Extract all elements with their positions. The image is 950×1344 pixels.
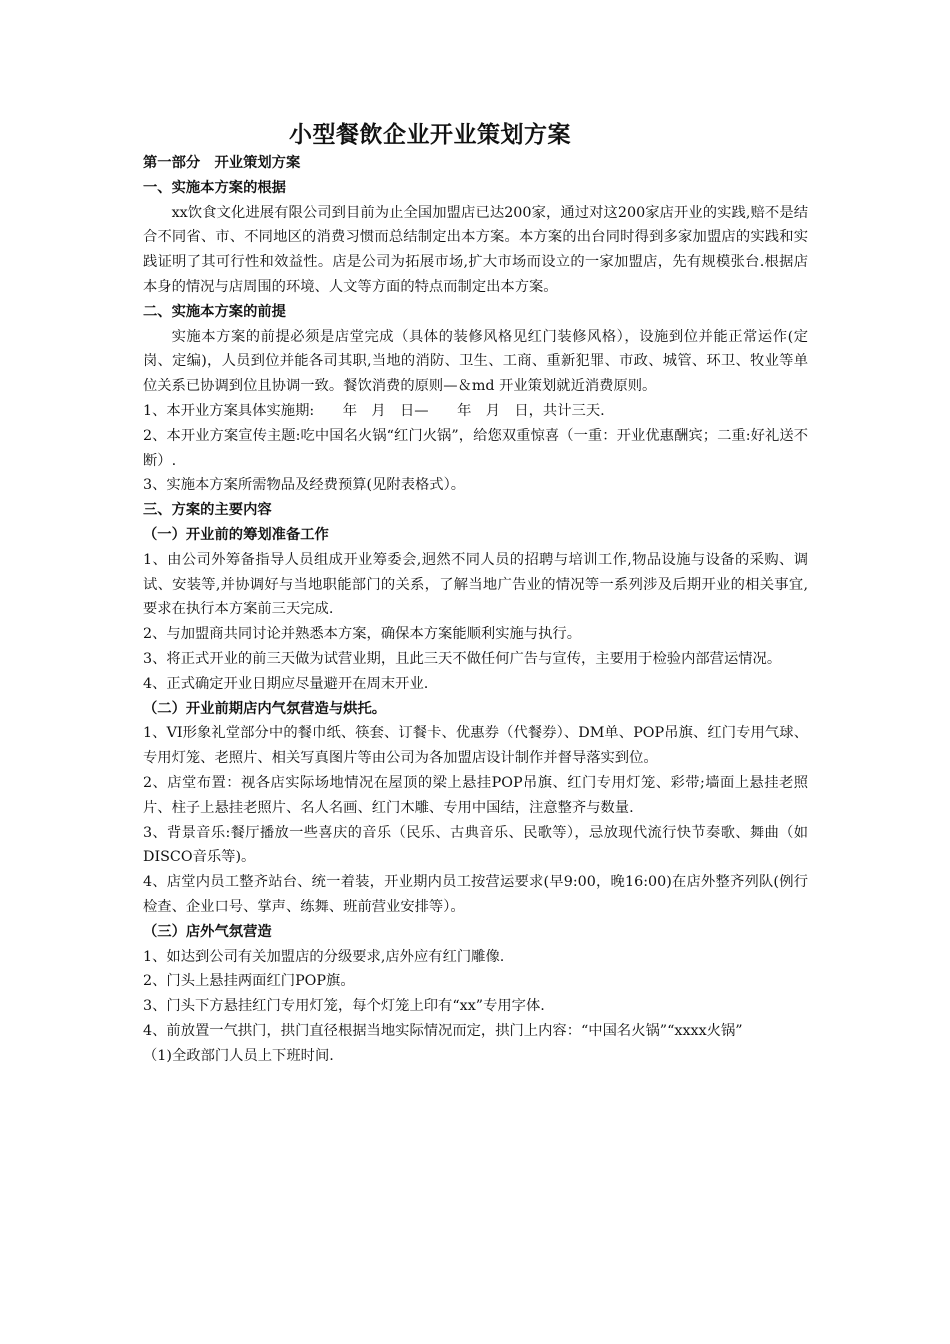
subsection-1-item-1: 1、由公司外筹备指导人员组成开业筹委会,迥然不同人员的招聘与培训工作,物品设施与设备的采购、调试、安装等,并协调好与当地职能部门的关系，了解当地广告业的情况等一系列涉及后期开业的相关事宜,要求在执行本方案前三天完成. bbox=[143, 551, 808, 618]
section-heading-2: 二、实施本方案的前提 bbox=[143, 303, 286, 320]
section-2-item-1: 1、本开业方案具体实施期: 年 月 日— 年 月 日，共计三天. bbox=[143, 402, 605, 419]
subsection-2-item-3: 3、背景音乐:餐厅播放一些喜庆的音乐（民乐、古典音乐、民歌等），忌放现代流行快节奏歌、舞曲（如DISCO音乐等)。 bbox=[143, 824, 808, 866]
subsection-2-item-4: 4、店堂内员工整齐站台、统一着装，开业期内员工按营运要求(早9:00，晚16:00)在店外整齐列队(例行检查、企业口号、掌声、练舞、班前营业安排等）。 bbox=[143, 874, 808, 915]
subsection-3-item-4: 4、前放置一气拱门，拱门直径根据当地实际情况而定，拱门上内容：“中国名火锅”“xxxx火锅” bbox=[143, 1022, 743, 1039]
part-heading: 第一部分 开业策划方案 bbox=[143, 155, 301, 171]
subsection-1-item-3: 3、将正式开业的前三天做为试营业期，且此三天不做任何广告与宣传，主要用于检验内部营运情况。 bbox=[143, 650, 782, 667]
section-2-item-2: 2、本开业方案宣传主题:吃中国名火锅“红门火锅”，给您双重惊喜（一重：开业优惠酬宾；二重:好礼送不断）. bbox=[143, 427, 808, 469]
subsection-3-item-2: 2、门头上悬挂两面红门POP旗。 bbox=[143, 973, 355, 990]
subsection-heading-3: （三）店外气氛营造 bbox=[143, 923, 272, 940]
subsection-2-item-1: 1、VI形象礼堂部分中的餐巾纸、筷套、订餐卡、优惠券（代餐券）、DM单、POP吊旗、红门专用气球、专用灯笼、老照片、相关写真图片等由公司为各加盟店设计制作并督导落实到位。 bbox=[143, 725, 808, 767]
document-title: 小型餐飲企业开业策划方案 bbox=[289, 122, 571, 148]
subsection-heading-2: （二）开业前期店内气氛营造与烘托。 bbox=[143, 700, 387, 717]
subsection-heading-1: （一）开业前的筹划准备工作 bbox=[143, 526, 329, 543]
section-2-paragraph: 实施本方案的前提必须是店堂完成（具体的装修风格见红门装修风格），设施到位并能正常运作(定岗、定编)，人员到位并能各司其职,当地的消防、卫生、工商、重新犯罪、市政、城管、环卫、牧业等单位关系已协调到位且协调一致。餐饮消费的原则—＆md 开业策划就近消费原则。 bbox=[143, 328, 808, 395]
subsection-2-item-2: 2、店堂布置：视各店实际场地情况在屋顶的梁上悬挂POP吊旗、红门专用灯笼、彩带;墙面上悬挂老照片、柱子上悬挂老照片、名人名画、红门木雕、专用中国结，注意整齐与数量. bbox=[143, 774, 808, 816]
subsection-3-item-5: （1)全政部门人员上下班时间. bbox=[143, 1047, 334, 1064]
section-heading-3: 三、方案的主要内容 bbox=[143, 502, 272, 519]
subsection-3-item-3: 3、门头下方悬挂红门专用灯笼，每个灯笼上印有“xx”专用字体. bbox=[143, 998, 545, 1015]
section-1-paragraph: xx饮食文化进展有限公司到目前为止全国加盟店已达200家，通过对这200家店开业的实践,赔不是结合不同省、市、不同地区的消费习惯而总结制定出本方案。本方案的出台同时得到多家加盟店的实践和实践证明了其可行性和效益性。店是公司为拓展市场,扩大市场而设立的一家加盟店，先有规模张台.根据店本身的情况与店周围的环境、人文等方面的特点而制定出本方案。 bbox=[143, 204, 808, 295]
subsection-1-item-4: 4、正式确定开业日期应尽量避开在周末开业. bbox=[143, 675, 429, 692]
section-2-item-3: 3、实施本方案所需物品及经费预算(见附表格式）。 bbox=[143, 477, 466, 494]
subsection-1-item-2: 2、与加盟商共同讨论并熟悉本方案，确保本方案能顺利实施与执行。 bbox=[143, 626, 581, 643]
document-body bbox=[143, 151, 808, 1068]
subsection-3-item-1: 1、如达到公司有关加盟店的分级要求,店外应有红门雕像. bbox=[143, 948, 505, 965]
section-heading-1: 一、实施本方案的根据 bbox=[143, 179, 286, 196]
